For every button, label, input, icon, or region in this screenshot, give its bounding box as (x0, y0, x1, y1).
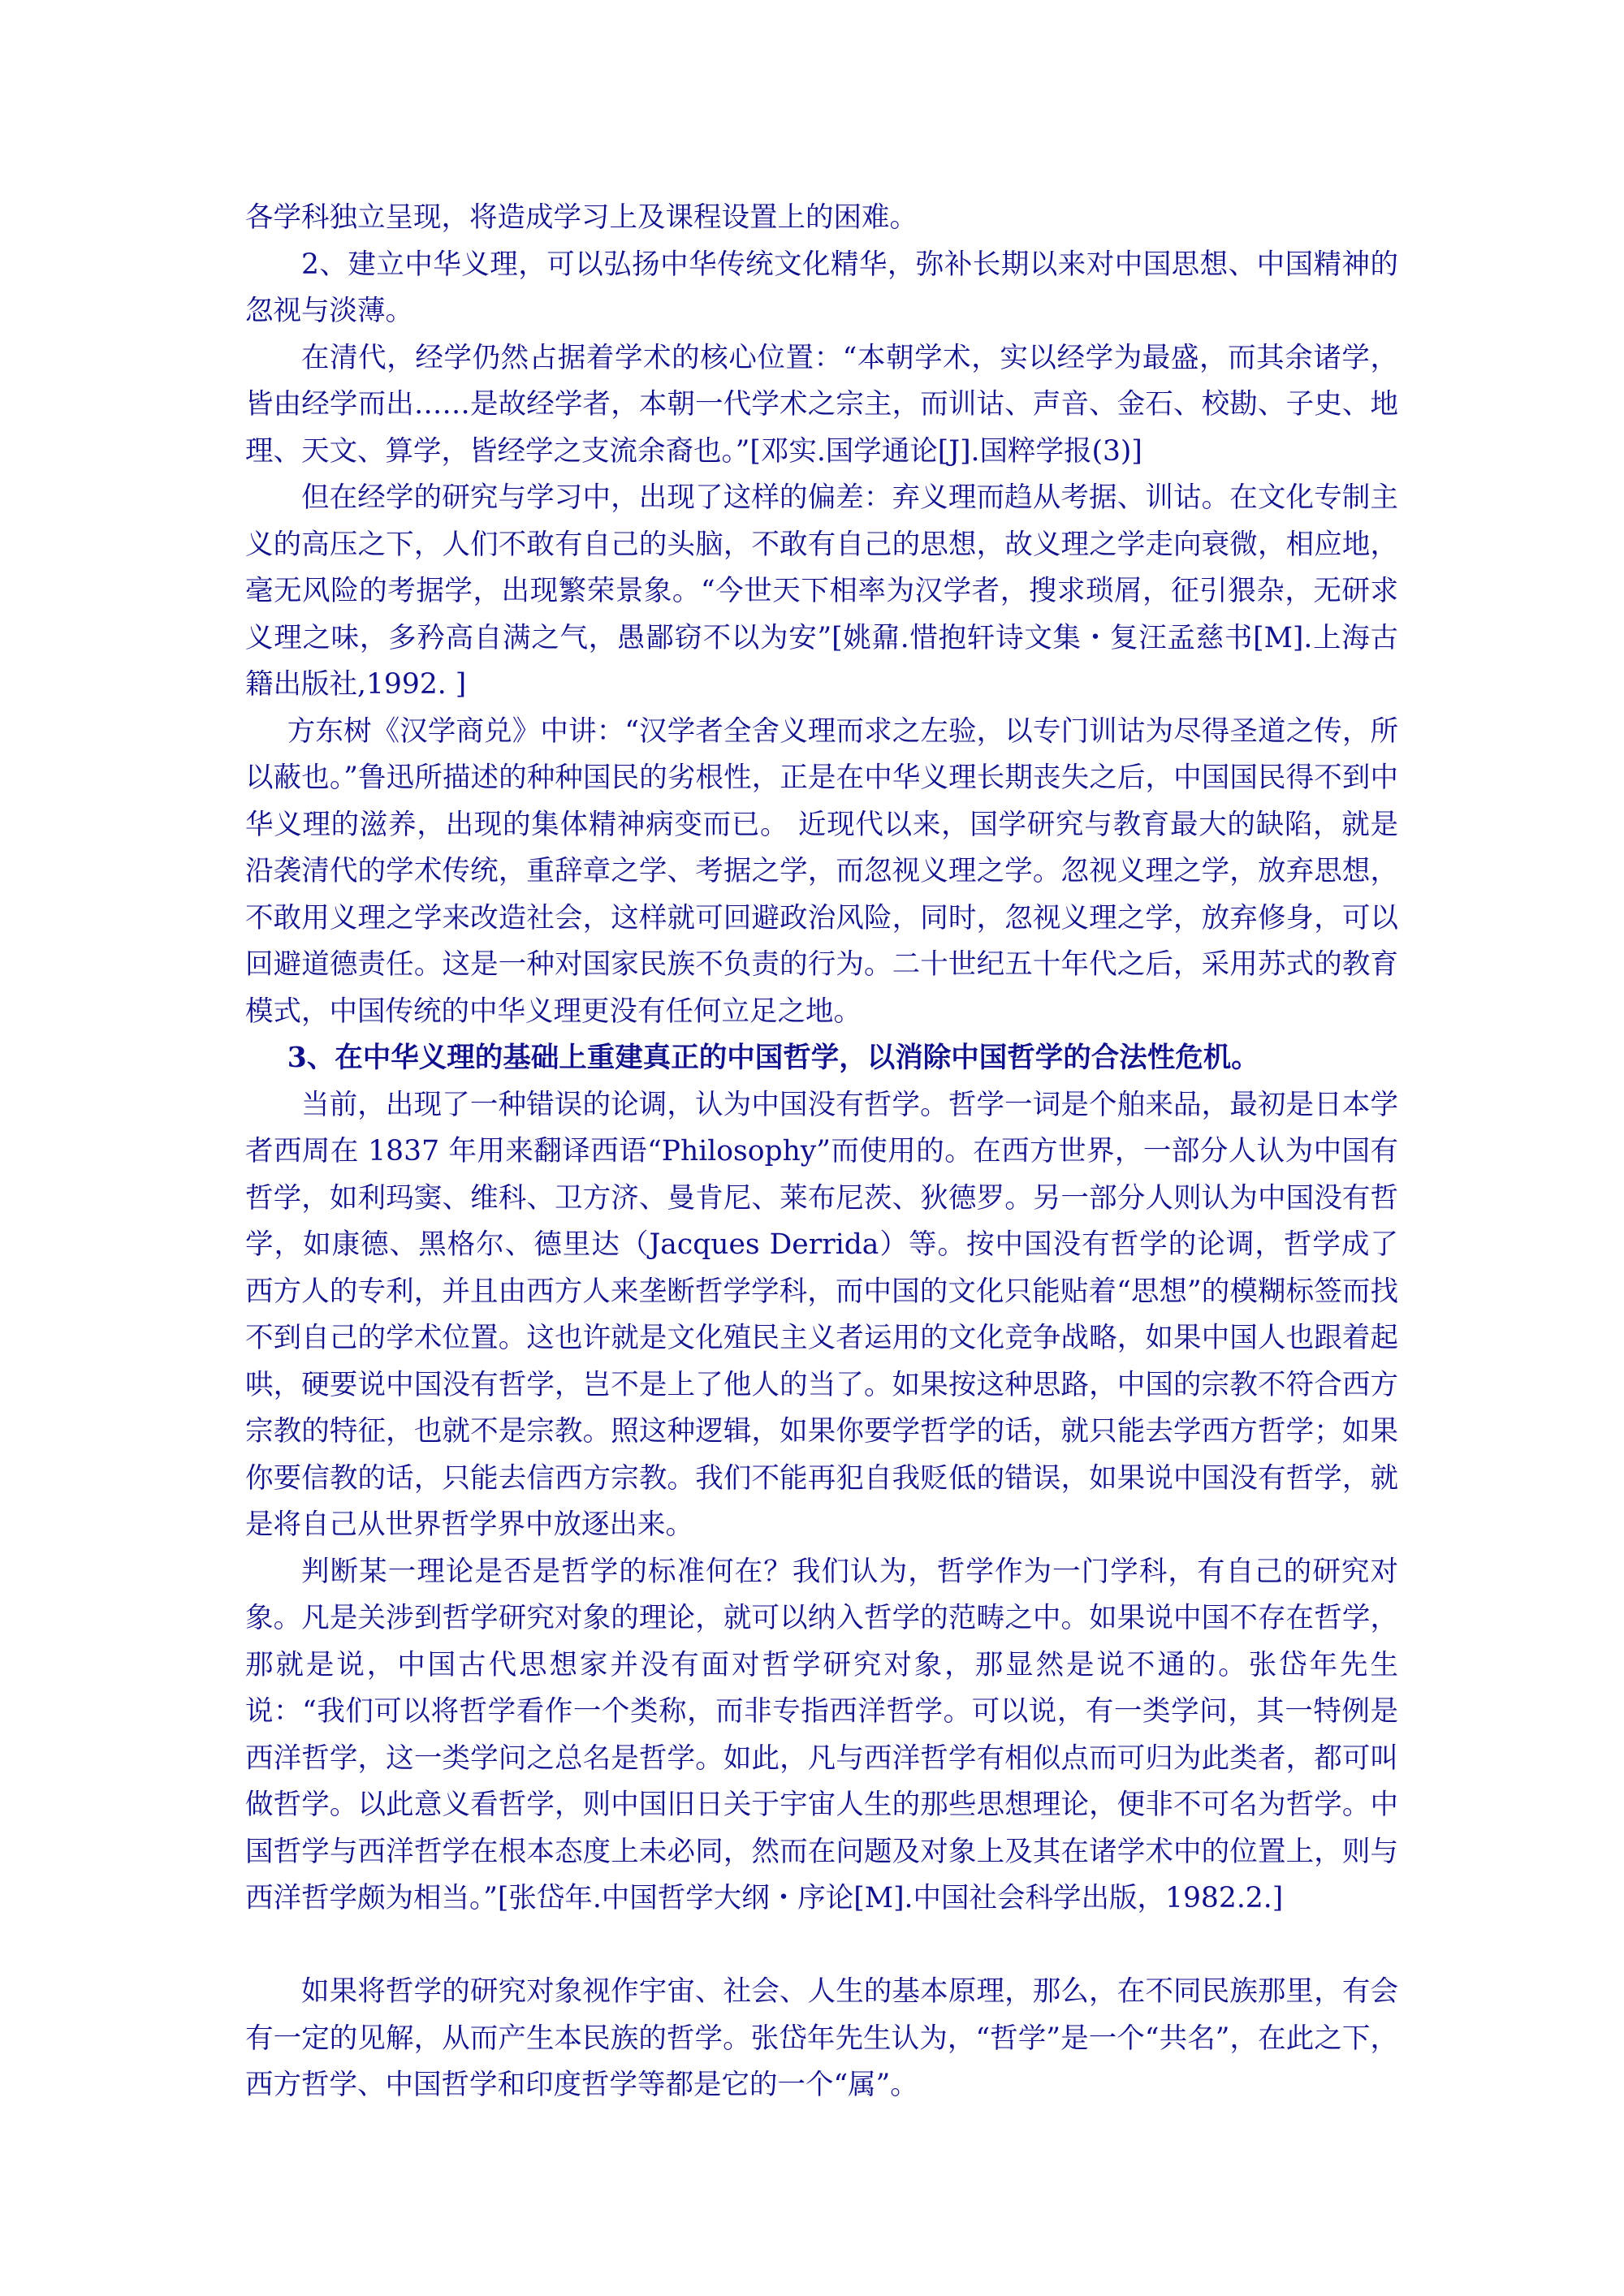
paragraph-spacer (245, 1923, 1398, 1970)
document-body (245, 195, 1398, 2109)
paragraph-fang-dongshu: 方东树《汉学商兑》中讲：“汉学者全舍义理而求之左验，以专门训诂为尽得圣道之传，所以蔽也。”鲁迅所描述的种种国民的劣根性，正是在中华义理长期丧失之后，中国国民得不到中华义理的滋养，出现的集体精神病变而已。 近现代以来，国学研究与教育最大的缺陷，就是沿袭清代的学术传统，重辞章之学、考据之学，而忽视义理之学。忽视义理之学，放弃思想，不敢用义理之学来改造社会，这样就可回避政治风险，同时，忽视义理之学，放弃修身，可以回避道德责任。这是一种对国家民族不负责的行为。二十世纪五十年代之后，采用苏式的教育模式，中国传统的中华义理更没有任何立足之地。 (245, 714, 1398, 1028)
paragraph-qing-dynasty: 在清代，经学仍然占据着学术的核心位置：“本朝学术，实以经学为最盛，而其余诸学，皆由经学而出……是故经学者，本朝一代学术之宗主，而训诂、声音、金石、校勘、子史、地理、天文、算学，皆经学之支流余裔也。”[邓实.国学通论[J].国粹学报(3)] (245, 341, 1398, 468)
paragraph-no-philosophy-argument: 当前，出现了一种错误的论调，认为中国没有哲学。哲学一词是个舶来品，最初是日本学者西周在 1837 年用来翻译西语“Philosophy”而使用的。在西方世界，一部分人认为中国有哲学，如利玛窦、维科、卫方济、曼肯尼、莱布尼茨、狄德罗。另一部分人则认为中国没有哲学，如康德、黑格尔、德里达（Jacques Derrida）等。按中国没有哲学的论调，哲学成了西方人的专利，并且由西方人来垄断哲学学科，而中国的文化只能贴着“思想”的模糊标签而找不到自己的学术位置。这也许就是文化殖民主义者运用的文化竞争战略，如果中国人也跟着起哄，硬要说中国没有哲学，岂不是上了他人的当了。如果按这种思路，中国的宗教不符合西方宗教的特征，也就不是宗教。照这种逻辑，如果你要学哲学的话，就只能去学西方哲学；如果你要信教的话，只能去信西方宗教。我们不能再犯自我贬低的错误，如果说中国没有哲学，就是将自己从世界哲学界中放逐出来。 (245, 1088, 1398, 1541)
paragraph-continuation: 各学科独立呈现，将造成学习上及课程设置上的困难。 (245, 201, 918, 234)
paragraph-deviation: 但在经学的研究与学习中，出现了这样的偏差：弃义理而趋从考据、训诂。在文化专制主义的高压之下，人们不敢有自己的头脑，不敢有自己的思想，故义理之学走向衰微，相应地，毫无风险的考据学，出现繁荣景象。“今世天下相率为汉学者，搜求琐屑，征引猥杂，无研求义理之味，多矜高自满之气，愚鄙窃不以为安”[姚鼐.惜抱轩诗文集・复汪孟慈书[M].上海古籍出版社,1992. ] (245, 481, 1398, 701)
paragraph-point-2: 2、建立中华义理，可以弘扬中华传统文化精华，弥补长期以来对中国思想、中国精神的忽视与淡薄。 (245, 248, 1398, 327)
paragraph-point-3-heading: 3、在中华义理的基础上重建真正的中国哲学，以消除中国哲学的合法性危机。 (287, 1042, 1259, 1074)
paragraph-philosophy-standard: 判断某一理论是否是哲学的标准何在？我们认为，哲学作为一门学科，有自己的研究对象。凡是关涉到哲学研究对象的理论，就可以纳入哲学的范畴之中。如果说中国不存在哲学，那就是说，中国古代思想家并没有面对哲学研究对象，那显然是说不通的。张岱年先生说：“我们可以将哲学看作一个类称，而非专指西洋哲学。可以说，有一类学问，其一特例是西洋哲学，这一类学问之总名是哲学。如此，凡与西洋哲学有相似点而可归为此类者，都可叫做哲学。以此意义看哲学，则中国旧日关于宇宙人生的那些思想理论，便非不可名为哲学。中国哲学与西洋哲学在根本态度上未必同，然而在问题及对象上及其在诸学术中的位置上，则与西洋哲学颇为相当。”[张岱年.中国哲学大纲・序论[M].中国社会科学出版，1982.2.] (245, 1555, 1398, 1914)
paragraph-research-object: 如果将哲学的研究对象视作宇宙、社会、人生的基本原理，那么，在不同民族那里，有会有一定的见解，从而产生本民族的哲学。张岱年先生认为，“哲学”是一个“共名”，在此之下，西方哲学、中国哲学和印度哲学等都是它的一个“属”。 (245, 1975, 1398, 2101)
